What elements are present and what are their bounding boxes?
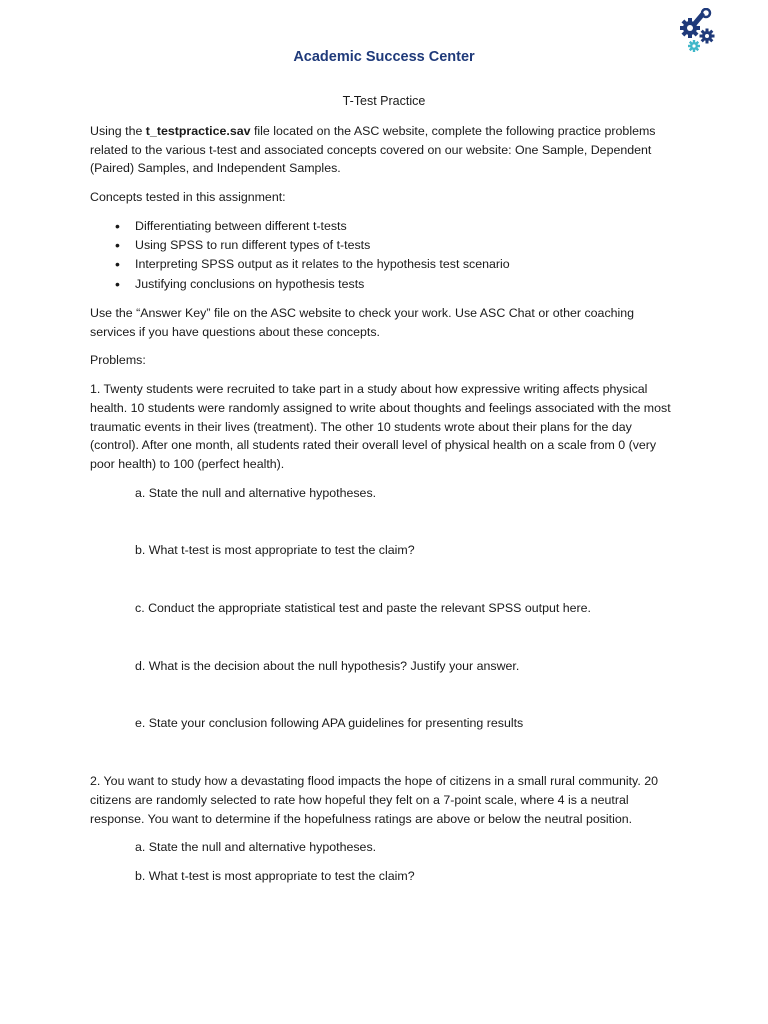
intro-suffix: file located on the ASC website, complete the following practice problems related to the various t-test and associated concepts covered on our website: One Sample, Dependent (Paired) Samples, and Independent Samples.: [90, 124, 656, 176]
org-title: Academic Success Center: [293, 49, 475, 65]
list-item: • Using SPSS to run different types of t-tests: [135, 236, 680, 255]
intro-paragraph: [90, 122, 680, 178]
problem-2-text: 2. You want to study how a devastating flood impacts the hope of citizens in a small rural community. 20 citizens are randomly selected to rate how hopeful they felt on a 7-point scale, where 4 is a neutral response. You want to determine if the hopefulness ratings are above or below the neutral position.: [90, 774, 658, 826]
problems-label: Problems:: [90, 353, 146, 368]
problem-1-question-b: b. What t-test is most appropriate to test the claim?: [135, 543, 415, 558]
problem-1-text: 1. Twenty students were recruited to take part in a study about how expressive writing affects physical health. 10 students were randomly assigned to write about thoughts and feelings associated with the most traumatic events in their lives (treatment). The other 10 students wrote about their plans for the day (control). After one month, all students rated their overall level of physical health on a scale from 0 (very poor health) to 100 (perfect health).: [90, 382, 671, 471]
gears-logo-icon: [676, 8, 718, 54]
list-item: • Justifying conclusions on hypothesis tests: [135, 275, 680, 294]
problem-2-question-a: a. State the null and alternative hypotheses.: [135, 840, 377, 855]
concepts-list: [90, 217, 680, 294]
document-body: [90, 122, 680, 896]
problem-1-question-a: a. State the null and alternative hypotheses.: [135, 485, 377, 500]
problem-1-question-c: c. Conduct the appropriate statistical test and paste the relevant SPSS output here.: [135, 601, 591, 616]
problem-1-question-d: d. What is the decision about the null hypothesis? Justify your answer.: [135, 658, 520, 673]
problem-2-question-b: b. What t-test is most appropriate to test the claim?: [135, 868, 415, 883]
problem-1-question-e: e. State your conclusion following APA guidelines for presenting results: [135, 716, 524, 731]
document-title: T-Test Practice: [342, 94, 426, 108]
list-item: • Differentiating between different t-tests: [135, 217, 680, 236]
intro-filename: t_testpractice.sav: [145, 124, 251, 138]
list-item: • Interpreting SPSS output as it relates to the hypothesis test scenario: [135, 255, 680, 274]
intro-prefix: Using the: [90, 124, 146, 138]
answer-key-note: Use the “Answer Key” file on the ASC website to check your work. Use ASC Chat or other coaching services if you have questions about these concepts.: [90, 306, 635, 339]
concepts-label: Concepts tested in this assignment:: [90, 190, 286, 205]
